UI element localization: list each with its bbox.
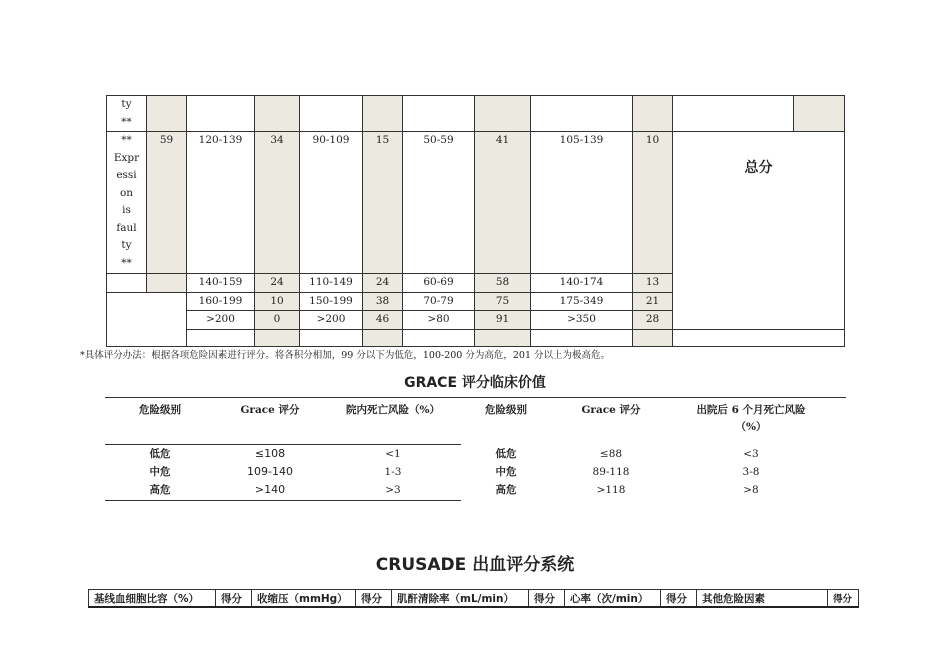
score-cell: 58: [475, 274, 531, 293]
grace-title: GRACE 评分临床价值: [404, 375, 546, 391]
total-score-label: 总分: [673, 132, 845, 330]
column-header: 危险级别: [485, 404, 527, 416]
score-cell: 10: [633, 132, 673, 274]
score-cell: 34: [255, 132, 300, 274]
score-cell: 24: [255, 274, 300, 293]
score-header: 得分: [216, 590, 252, 608]
score-cell: 46: [363, 311, 403, 330]
crusade-header-row: [88, 589, 859, 608]
grace-6month-table: [461, 397, 846, 500]
mortality-risk: <1: [385, 448, 401, 460]
column-header: Grace 评分: [581, 404, 641, 416]
range-cell: 50-59: [403, 132, 475, 274]
score-cell: 24: [363, 274, 403, 293]
score-cell: 75: [475, 292, 531, 311]
score-header: 得分: [356, 590, 392, 608]
grace-score: ≤88: [599, 448, 623, 460]
score-cell: 21: [633, 292, 673, 311]
scoring-note: *具体评分办法：根据各项危险因素进行评分。将各积分相加，99 分以下为低危，100-200 分为高危，201 分以上为极高危。: [80, 350, 611, 361]
mortality-risk: 3-8: [742, 466, 760, 478]
range-cell: 150-199: [300, 292, 363, 311]
risk-level: 低危: [495, 448, 517, 460]
score-cell: 41: [475, 132, 531, 274]
range-cell: >350: [531, 311, 633, 330]
range-cell: 60-69: [403, 274, 475, 293]
risk-level: 低危: [149, 448, 171, 460]
mortality-risk: >3: [385, 484, 401, 496]
score-cell: 28: [633, 311, 673, 330]
column-header: Grace 评分: [240, 404, 300, 416]
hematocrit-header: 基线血细胞比容（%）: [89, 590, 216, 608]
crusade-title: CRUSADE 出血评分系统: [375, 555, 575, 575]
grace-score: >140: [254, 483, 286, 496]
range-cell: 70-79: [403, 292, 475, 311]
score-cell: 10: [255, 292, 300, 311]
range-cell: 140-159: [187, 274, 255, 293]
range-cell: 105-139: [531, 132, 633, 274]
range-cell: 120-139: [187, 132, 255, 274]
range-cell: 175-349: [531, 292, 633, 311]
mortality-risk: 1-3: [384, 466, 402, 478]
range-cell: >200: [300, 311, 363, 330]
grace-score: >118: [596, 484, 626, 496]
score-header: 得分: [828, 590, 859, 608]
score-cell: 15: [363, 132, 403, 274]
risk-level: 高危: [149, 484, 171, 496]
range-cell: >200: [187, 311, 255, 330]
range-cell: 140-174: [531, 274, 633, 293]
grace-score: 109-140: [247, 465, 293, 478]
column-header: 危险级别: [139, 404, 181, 416]
risk-level: 中危: [149, 466, 171, 478]
range-cell: 110-149: [300, 274, 363, 293]
grace-score: 89-118: [592, 466, 630, 478]
heart-rate-header: 心率（次/min）: [565, 590, 661, 608]
other-risk-factors-header: 其他危险因素: [697, 590, 828, 608]
score-cell: 59: [147, 132, 187, 274]
range-cell: 90-109: [300, 132, 363, 274]
score-table: [106, 95, 845, 347]
column-header: 院内死亡风险（%）: [346, 404, 440, 416]
score-cell: 38: [363, 292, 403, 311]
grace-score: ≤108: [254, 447, 286, 460]
score-cell: 13: [633, 274, 673, 293]
range-cell: >80: [403, 311, 475, 330]
creatinine-clearance-header: 肌酐清除率（mL/min）: [392, 590, 529, 608]
score-cell: 0: [255, 311, 300, 330]
mortality-risk: <3: [743, 448, 759, 460]
score-header: 得分: [661, 590, 697, 608]
systolic-bp-header: 收缩压（mmHg）: [252, 590, 356, 608]
score-header: 得分: [529, 590, 565, 608]
row-label: ty **: [107, 96, 147, 132]
range-cell: 160-199: [187, 292, 255, 311]
risk-level: 中危: [495, 466, 517, 478]
grace-inhospital-table: [105, 397, 461, 501]
row-label: ** Expr essi on is faul ty **: [107, 132, 147, 274]
score-cell: 91: [475, 311, 531, 330]
column-header: 出院后 6 个月死亡风险 （%）: [696, 404, 806, 433]
mortality-risk: >8: [743, 484, 759, 496]
risk-level: 高危: [495, 484, 517, 496]
